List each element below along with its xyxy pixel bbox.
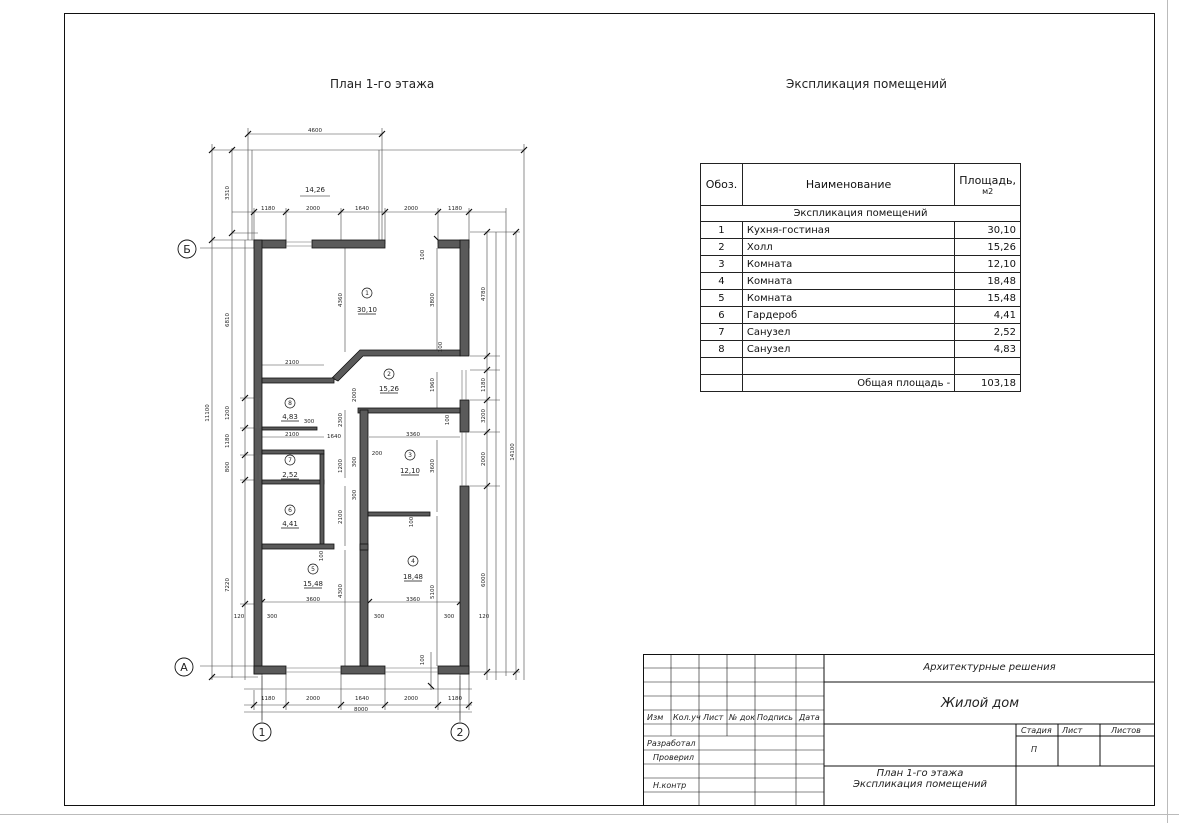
dim-int-300b: 300 [266,614,278,620]
table-row [701,290,1021,307]
dim-int-3800: 3800 [430,293,436,307]
dim-bottom-4: 2000 [404,696,418,702]
dim-left-11100: 11100 [205,404,211,422]
row-code: 8 [701,341,743,358]
total-label: Общая площадь - [742,375,954,392]
dim-left-120: 120 [233,614,245,620]
row-name: Санузел [742,341,954,358]
terrace-area: 14,26 [304,186,326,194]
dim-int-2300: 2300 [338,413,344,427]
stamp-col-list: Лист [703,713,724,722]
dim-int-1200: 1200 [338,459,344,473]
dim-int-300a: 300 [303,419,315,425]
dim-int-3600: 3600 [306,597,320,603]
axis-label-a: А [180,661,188,674]
explication-title: Экспликация помещений [786,77,947,91]
room-4-number: 4 [411,558,415,565]
dim-bottom-1: 1180 [261,696,275,702]
stamp-role-checker: Проверил [653,753,695,762]
dim-int-300d: 300 [443,614,455,620]
dim-int-3600v: 3600 [430,459,436,473]
dim-left-1200: 1200 [225,406,231,420]
room-6-number: 6 [288,507,292,514]
dim-top-3: 1640 [355,206,369,212]
row-code: 1 [701,222,743,239]
room-1-number: 1 [365,290,369,297]
stamp-stage-header: Стадия [1021,726,1052,735]
stamp-drawing-title-2: Экспликация помещений [852,779,988,790]
dim-bottom-5: 1180 [448,696,462,702]
header-code: Обоз. [701,164,743,206]
dim-int-300v: 300 [352,456,358,468]
dim-int-100e: 100 [420,654,426,666]
dim-right-14100: 14100 [510,443,516,461]
dim-int-100a: 100 [420,249,426,261]
stamp-col-podpis: Подпись [757,713,793,722]
dim-int-4360: 4360 [338,293,344,307]
dim-int-200v: 2000 [352,388,358,402]
header-name: Наименование [742,164,954,206]
table-row [701,239,1021,256]
dim-int-2100a: 2100 [285,360,299,366]
table-row [701,341,1021,358]
dim-right-6000: 6000 [481,573,487,587]
room-5-number: 5 [311,566,315,573]
dim-top-5: 1180 [448,206,462,212]
header-area-unit: м2 [982,186,994,196]
room-markers [281,288,422,588]
room-2-area: 15,26 [378,385,400,393]
row-name: Комната [742,290,954,307]
dim-right-3200: 3200 [481,409,487,423]
dim-int-100c: 100 [445,414,451,426]
dim-right-120: 120 [478,614,490,620]
row-code: 3 [701,256,743,273]
dim-left-6810: 6810 [225,313,231,327]
row-code: 2 [701,239,743,256]
stamp-col-izm: Изм [647,713,664,722]
room-7-number: 7 [288,457,292,464]
dim-int-1960: 1960 [430,378,436,392]
row-name: Комната [742,273,954,290]
stamp-drawing-title-1: План 1-го этажа [876,768,964,779]
stamp-col-data: Дата [799,713,820,722]
dim-bottom-3: 1640 [355,696,369,702]
dim-top-2: 2000 [306,206,320,212]
room-8-area: 4,83 [282,413,298,421]
dim-left-800: 800 [225,461,231,473]
header-area-label: Площадь, [959,173,1016,187]
table-row [701,324,1021,341]
row-area: 4,41 [955,307,1021,324]
dim-int-4300: 4300 [338,584,344,598]
table-row [701,273,1021,290]
stamp-object: Жилой дом [941,696,1020,711]
room-7-area: 2,52 [282,471,298,479]
table-row [701,256,1021,273]
dim-bottom-overall: 8000 [354,707,368,713]
row-area: 30,10 [955,222,1021,239]
stamp-section: Архитектурные решения [923,662,1056,673]
stamp-col-ndok: № док [729,713,756,722]
row-code: 7 [701,324,743,341]
dim-int-100f: 100 [319,550,325,562]
plan-title: План 1-го этажа [330,77,435,91]
total-value: 103,18 [955,375,1021,392]
table-total-row [701,375,1021,392]
stamp-role-developer: Разработал [647,739,696,748]
room-3-area: 12,10 [399,467,421,475]
dim-int-100d: 100 [409,516,415,528]
title-block [643,654,1155,806]
dim-left-3310: 3310 [225,186,231,200]
explication-table [700,163,1021,392]
row-name: Комната [742,256,954,273]
row-code: 4 [701,273,743,290]
dim-int-3360a: 3360 [406,432,420,438]
row-code: 6 [701,307,743,324]
dim-int-1640: 1640 [327,434,341,440]
table-subheader: Экспликация помещений [701,206,1021,222]
room-5-area: 15,48 [302,580,324,588]
row-area: 4,83 [955,341,1021,358]
stamp-stage-value: П [1031,745,1038,754]
axis-label-1: 1 [258,726,266,739]
dim-int-2100v: 2100 [338,510,344,524]
row-name: Санузел [742,324,954,341]
room-numbers [288,290,415,573]
stamp-col-koluch: Кол.уч [673,713,701,722]
dim-right-1180: 1180 [481,378,487,392]
room-2-number: 2 [387,371,391,378]
table-row [701,307,1021,324]
room-1-area: 30,10 [356,306,378,314]
dim-int-200: 200 [371,451,383,457]
row-area: 12,10 [955,256,1021,273]
stamp-sheet-header: Лист [1062,726,1083,735]
row-area: 18,48 [955,273,1021,290]
dim-int-300w: 300 [352,489,358,501]
dim-top-overall: 4600 [308,128,322,134]
dim-bottom-2: 2000 [306,696,320,702]
dim-left-1180: 1180 [225,434,231,448]
dim-top-4: 2000 [404,206,418,212]
row-area: 2,52 [955,324,1021,341]
room-3-number: 3 [408,452,412,459]
room-8-number: 8 [288,400,292,407]
row-area: 15,48 [955,290,1021,307]
room-6-area: 4,41 [282,520,298,528]
stamp-role-norm-control: Н.контр [653,781,687,790]
dim-int-2100b: 2100 [285,432,299,438]
row-code: 5 [701,290,743,307]
axis-label-b: Б [183,243,191,256]
table-row-empty [701,358,1021,375]
dim-int-3360b: 3360 [406,597,420,603]
table-header-row [701,164,1021,206]
dim-top-1: 1180 [261,206,275,212]
table-subheader-row [701,206,1021,222]
dim-int-5100: 5100 [430,585,436,599]
dim-int-100b: 100 [438,341,444,353]
header-area [955,164,1021,206]
table-row [701,222,1021,239]
dim-right-2000: 2000 [481,452,487,466]
row-name: Кухня-гостиная [742,222,954,239]
dim-left-7220: 7220 [225,578,231,592]
axis-label-2: 2 [456,726,464,739]
row-name: Холл [742,239,954,256]
stamp-sheets-header: Листов [1111,726,1141,735]
row-name: Гардероб [742,307,954,324]
dim-right-4780: 4780 [481,287,487,301]
dim-int-300c: 300 [373,614,385,620]
room-4-area: 18,48 [402,573,424,581]
row-area: 15,26 [955,239,1021,256]
